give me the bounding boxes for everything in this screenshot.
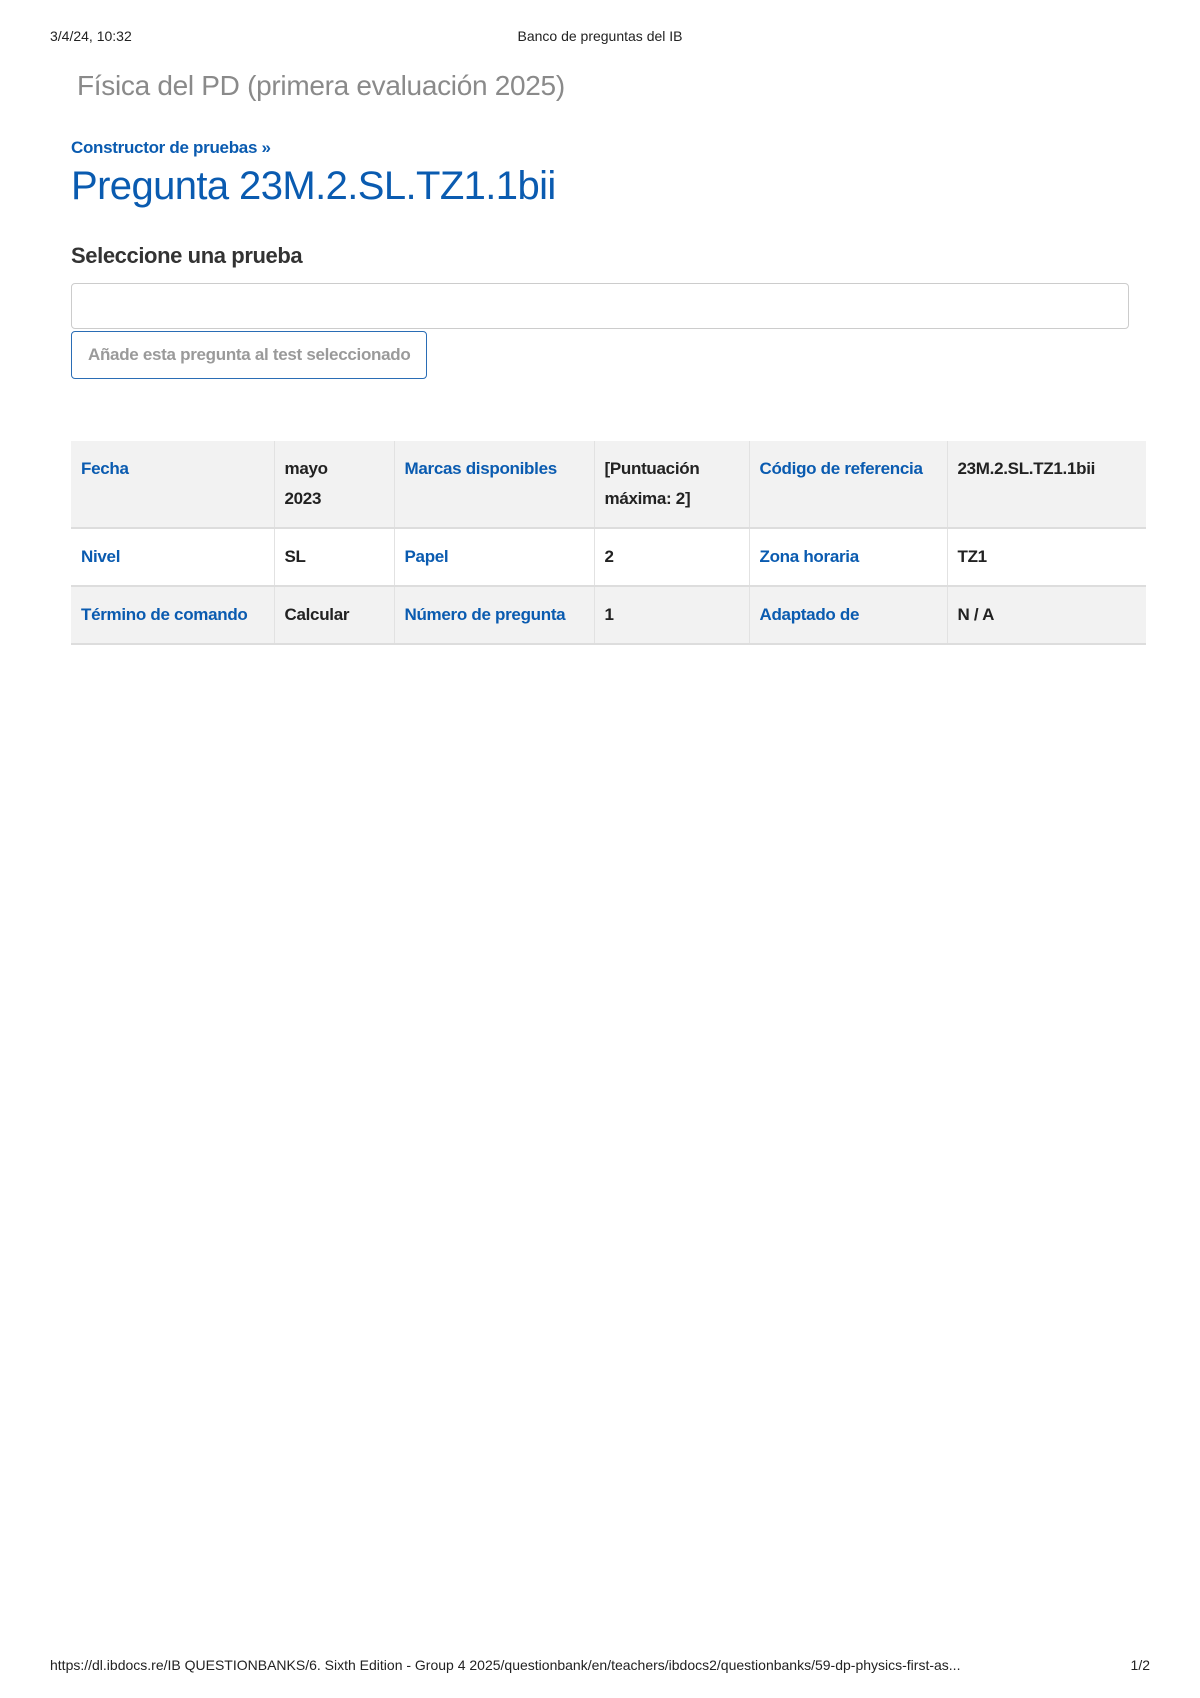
table-row <box>71 528 1146 586</box>
meta-value-level: SL <box>274 528 394 586</box>
print-footer <box>50 1657 1150 1679</box>
add-question-button[interactable]: Añade esta pregunta al test seleccionado <box>71 331 427 379</box>
print-url: https://dl.ibdocs.re/IB QUESTIONBANKS/6. Sixth Edition - Group 4 2025/questionbank/en/teachers/ibdocs2/questionbanks/59-dp-physics-first-as... <box>50 1657 961 1673</box>
meta-value-date-line1: mayo <box>284 459 328 478</box>
meta-key-level: Nivel <box>71 528 274 586</box>
meta-key-marks: Marcas disponibles <box>394 441 594 528</box>
breadcrumb-separator: » <box>261 138 271 157</box>
meta-value-date-line2: 2023 <box>284 489 322 508</box>
meta-value-adapted-from: N / A <box>947 586 1146 644</box>
main-content <box>71 70 1146 645</box>
meta-value-paper: 2 <box>594 528 749 586</box>
question-meta-table <box>71 441 1146 645</box>
table-row <box>71 441 1146 528</box>
select-test-label: Seleccione una prueba <box>71 243 303 268</box>
meta-key-date: Fecha <box>71 441 274 528</box>
meta-value-marks-line2: máxima: 2] <box>604 489 691 508</box>
print-datetime: 3/4/24, 10:32 <box>50 28 132 44</box>
meta-key-timezone: Zona horaria <box>749 528 947 586</box>
meta-key-reference: Código de referencia <box>749 441 947 528</box>
meta-value-timezone: TZ1 <box>947 528 1146 586</box>
meta-value-date <box>274 441 394 528</box>
subject-title: Física del PD (primera evaluación 2025) <box>77 70 565 101</box>
table-row <box>71 586 1146 644</box>
test-select-dropdown[interactable] <box>71 283 1129 329</box>
meta-key-command-term: Término de comando <box>71 586 274 644</box>
meta-key-question-number: Número de pregunta <box>394 586 594 644</box>
meta-key-paper: Papel <box>394 528 594 586</box>
meta-value-question-number: 1 <box>594 586 749 644</box>
breadcrumb <box>71 138 1146 158</box>
meta-value-command-term: Calcular <box>274 586 394 644</box>
meta-key-adapted-from: Adaptado de <box>749 586 947 644</box>
print-page-number: 1/2 <box>1130 1657 1150 1673</box>
meta-value-marks-line1: [Puntuación <box>604 459 700 478</box>
print-header <box>50 28 1150 50</box>
meta-value-marks <box>594 441 749 528</box>
question-title: Pregunta 23M.2.SL.TZ1.1bii <box>71 164 556 208</box>
meta-value-reference: 23M.2.SL.TZ1.1bii <box>947 441 1146 528</box>
breadcrumb-link-test-builder[interactable]: Constructor de pruebas <box>71 138 258 157</box>
print-page-title: Banco de preguntas del IB <box>517 28 683 44</box>
